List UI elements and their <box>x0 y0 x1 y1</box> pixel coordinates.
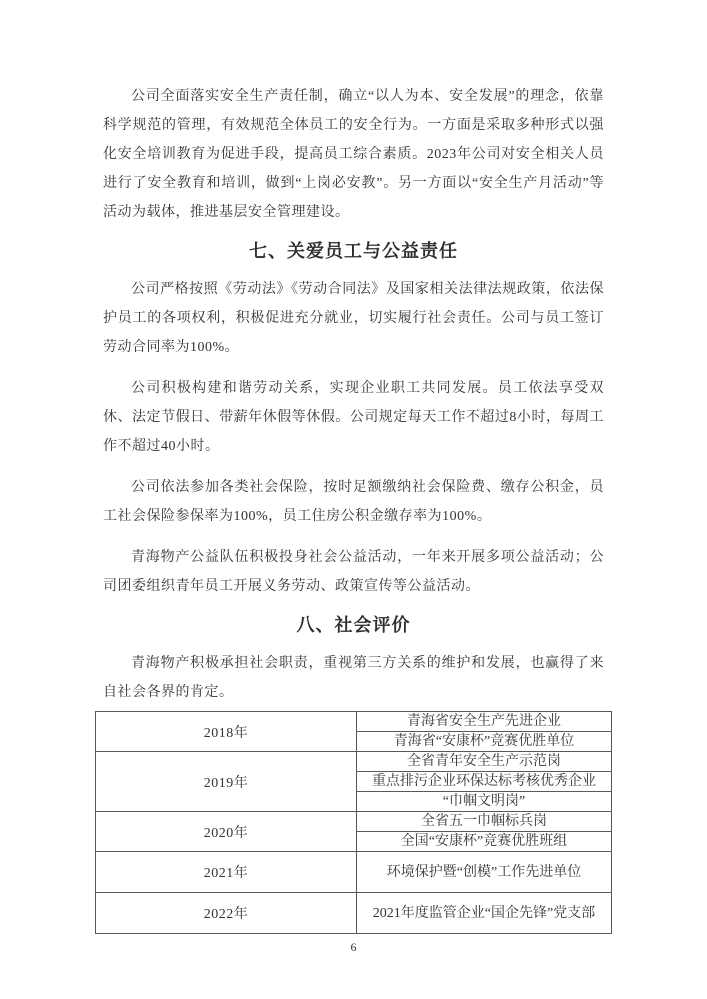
year-cell-2018: 2018年 <box>96 712 357 752</box>
paragraph-labor-law: 公司严格按照《劳动法》《劳动合同法》及国家相关法律法规政策，依法保护员工的各项权利，积极促进充分就业，切实履行社会责任。公司与员工签订劳动合同率为100%。 <box>103 282 604 355</box>
section-7-heading: 七、关爱员工与公益责任 <box>249 241 458 261</box>
table-row-2019 <box>96 752 612 772</box>
award-cell: 青海省“安康杯”竞赛优胜单位 <box>357 732 612 752</box>
award-cell: 全省青年安全生产示范岗 <box>357 752 612 772</box>
award-cell: 青海省安全生产先进企业 <box>357 712 612 732</box>
award-cell: 重点排污企业环保达标考核优秀企业 <box>357 772 612 792</box>
paragraph-labor-relations: 公司积极构建和谐劳动关系，实现企业职工共同发展。员工依法享受双休、法定节假日、带薪年休假等休假。公司规定每天工作不超过8小时，每周工作不超过40小时。 <box>103 381 604 454</box>
table-row-2021 <box>96 852 612 893</box>
year-cell-2020: 2020年 <box>96 812 357 852</box>
awards-table <box>95 711 612 934</box>
award-cell: 环境保护暨“创模”工作先进单位 <box>357 852 612 893</box>
table-row-2018 <box>96 712 612 732</box>
paragraph-social-insurance: 公司依法参加各类社会保险，按时足额缴纳社会保险费、缴存公积金，员工社会保险参保率为100%，员工住房公积金缴存率为100%。 <box>103 480 604 524</box>
paragraph-social-evaluation: 青海物产积极承担社会职责，重视第三方关系的维护和发展，也赢得了来自社会各界的肯定。 <box>103 656 604 700</box>
paragraph-public-welfare: 青海物产公益队伍积极投身社会公益活动，一年来开展多项公益活动；公司团委组织青年员工开展义务劳动、政策宣传等公益活动。 <box>103 550 604 594</box>
year-cell-2021: 2021年 <box>96 852 357 893</box>
table-row-2020 <box>96 812 612 832</box>
year-cell-2019: 2019年 <box>96 752 357 812</box>
award-cell: 全省五一巾帼标兵岗 <box>357 812 612 832</box>
year-cell-2022: 2022年 <box>96 893 357 934</box>
table-row-2022 <box>96 893 612 934</box>
paragraph-safety-production: 公司全面落实安全生产责任制，确立“以人为本、安全发展”的理念，依靠科学规范的管理，有效规范全体员工的安全行为。一方面是采取多种形式以强化安全培训教育为促进手段，提高员工综合素质。2023年公司对安全相关人员进行了安全教育和培训，做到“上岗必安教”。另一方面以“安全生产月活动”等活动为载体，推进基层安全管理建设。 <box>103 89 604 220</box>
award-cell: 全国“安康杯”竞赛优胜班组 <box>357 832 612 852</box>
award-cell: “巾帼文明岗” <box>357 792 612 812</box>
section-8-heading: 八、社会评价 <box>296 615 411 635</box>
award-cell: 2021年度监管企业“国企先锋”党支部 <box>357 893 612 934</box>
page-number: 6 <box>350 940 357 954</box>
